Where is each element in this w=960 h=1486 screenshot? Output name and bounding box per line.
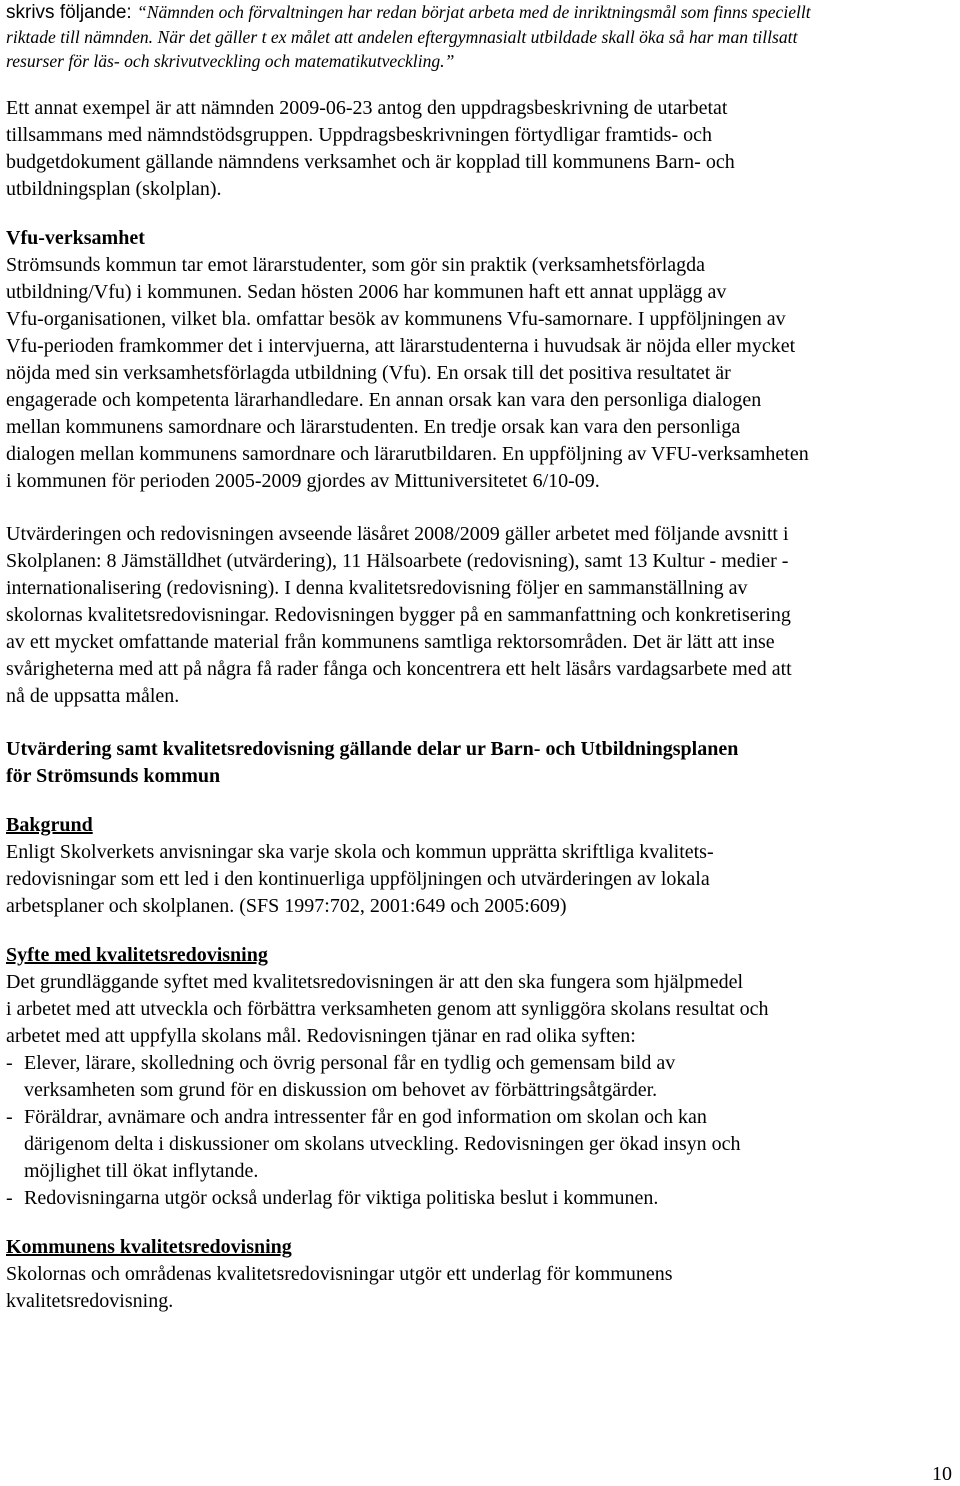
paragraph-line: utbildning/Vfu) i kommunen. Sedan hösten 2006 har kommunen haft ett annat upplägg av [6, 281, 727, 303]
list-item-line: Elever, lärare, skolledning och övrig personal får en tydlig och gemensam bild av [24, 1052, 676, 1074]
paragraph-line: Utvärderingen och redovisningen avseende läsåret 2008/2009 gäller arbetet med följande avsnitt i [6, 523, 789, 545]
paragraph-line: Vfu-organisationen, vilket bla. omfattar besök av kommunens Vfu-samornare. I uppföljningen av [6, 308, 786, 330]
paragraph-example [6, 95, 956, 203]
paragraph-line: utbildningsplan (skolplan). [6, 178, 222, 200]
paragraph-line: Ett annat exempel är att nämnden 2009-06-23 antog den uppdragsbeskrivning de utarbetat [6, 97, 728, 119]
bullet-dash: - [6, 1052, 13, 1074]
paragraph-evaluation [6, 521, 956, 710]
paragraph-line: Skolornas och områdenas kvalitetsredovisningar utgör ett underlag för kommunens [6, 1263, 673, 1285]
section-title [6, 736, 956, 790]
paragraph-line: redovisningar som ett led i den kontinuerliga uppföljningen och utvärderingen av lokala [6, 868, 710, 890]
paragraph-line: mellan kommunens samordnare och lärarstudenten. En tredje orsak kan vara den personliga [6, 416, 741, 438]
intro-quote-line: resurser för läs- och skrivutveckling och matematikutveckling.” [6, 51, 455, 71]
section-vfu [6, 225, 956, 495]
paragraph-line: i arbetet med att utveckla och förbättra verksamheten genom att synliggöra skolans resultat och [6, 998, 769, 1020]
paragraph-line: Det grundläggande syftet med kvalitetsredovisningen är att den ska fungera som hjälpmedel [6, 971, 744, 993]
paragraph-line: i kommunen för perioden 2005-2009 gjordes av Mittuniversitetet 6/10-09. [6, 470, 600, 492]
paragraph-line: nöjda med sin verksamhetsförlagda utbildning (Vfu). En orsak till det positiva resultatet är [6, 362, 731, 384]
intro-lead: skrivs följande: [6, 2, 132, 23]
section-kommunens [6, 1234, 956, 1315]
list-item [6, 1104, 956, 1185]
list-item-line: Redovisningarna utgör också underlag för viktiga politiska beslut i kommunen. [24, 1187, 659, 1209]
paragraph-line: arbetsplaner och skolplanen. (SFS 1997:702, 2001:649 och 2005:609) [6, 895, 567, 917]
section-title-line: för Strömsunds kommun [6, 765, 221, 787]
list-item [6, 1185, 956, 1212]
paragraph-line: Strömsunds kommun tar emot lärarstudenter, som gör sin praktik (verksamhetsförlagda [6, 254, 706, 276]
paragraph-line: Skolplanen: 8 Jämställdhet (utvärdering), 11 Hälsoarbete (redovisning), samt 13 Kultur - medier - [6, 550, 789, 572]
bullet-dash: - [6, 1106, 13, 1128]
paragraph-line: av ett mycket omfattande material från kommunens samtliga rektorsområden. Det är lätt att inse [6, 631, 775, 653]
paragraph-line: arbetet med att uppfylla skolans mål. Redovisningen tjänar en rad olika syften: [6, 1025, 636, 1047]
section-heading: Vfu-verksamhet [6, 227, 145, 249]
intro-quote-line: “Nämnden och förvaltningen har redan börjat arbeta med de inriktningsmål som finns speciellt [136, 2, 811, 22]
list-item [6, 1050, 956, 1104]
list-item-line: verksamheten som grund för en diskussion om behovet av förbättringsåtgärder. [24, 1079, 658, 1101]
paragraph-line: svårigheterna med att på några få rader fånga och koncentrera ett helt läsårs vardagsarbete med att [6, 658, 792, 680]
section-title-line: Utvärdering samt kvalitetsredovisning gällande delar ur Barn- och Utbildningsplanen [6, 738, 739, 760]
paragraph-line: engagerade och kompetenta lärarhandledare. En annan orsak kan vara den personliga dialogen [6, 389, 762, 411]
section-bakgrund [6, 812, 956, 920]
bullet-dash: - [6, 1187, 13, 1209]
intro-line-1 [6, 0, 956, 25]
paragraph-line: budgetdokument gällande nämndens verksamhet och är kopplad till kommunens Barn- och [6, 151, 735, 173]
list-item-line: möjlighet till ökat inflytande. [24, 1160, 259, 1182]
paragraph-line: internationalisering (redovisning). I denna kvalitetsredovisning följer en sammanställning av [6, 577, 748, 599]
paragraph-line: dialogen mellan kommunens samordnare och lärarutbildaren. En uppföljning av VFU-verksamheten [6, 443, 809, 465]
section-syfte [6, 942, 956, 1212]
document-page [6, 0, 956, 1315]
paragraph-line: nå de uppsatta målen. [6, 685, 180, 707]
paragraph-line: tillsammans med nämndstödsgruppen. Uppdragsbeskrivningen förtydligar framtids- och [6, 124, 712, 146]
section-heading: Syfte med kvalitetsredovisning [6, 944, 268, 966]
paragraph-line: kvalitetsredovisning. [6, 1290, 174, 1312]
section-heading: Bakgrund [6, 814, 93, 836]
list-item-line: därigenom delta i diskussioner om skolans utveckling. Redovisningen ger ökad insyn och [24, 1133, 741, 1155]
list-item-line: Föräldrar, avnämare och andra intressenter får en god information om skolan och kan [24, 1106, 707, 1128]
paragraph-line: Enligt Skolverkets anvisningar ska varje skola och kommun upprätta skriftliga kvalitets- [6, 841, 714, 863]
intro-block [6, 0, 956, 73]
paragraph-line: skolornas kvalitetsredovisningar. Redovisningen bygger på en sammanfattning och konkretisering [6, 604, 791, 626]
page-number: 10 [932, 1463, 952, 1485]
section-heading: Kommunens kvalitetsredovisning [6, 1236, 292, 1258]
paragraph-line: Vfu-perioden framkommer det i intervjuerna, att lärarstudenterna i huvudsak är nöjda eller mycket [6, 335, 796, 357]
intro-quote-line: riktade till nämnden. När det gäller t ex målet att andelen eftergymnasialt utbildade skall öka så har man tillsatt [6, 27, 798, 47]
